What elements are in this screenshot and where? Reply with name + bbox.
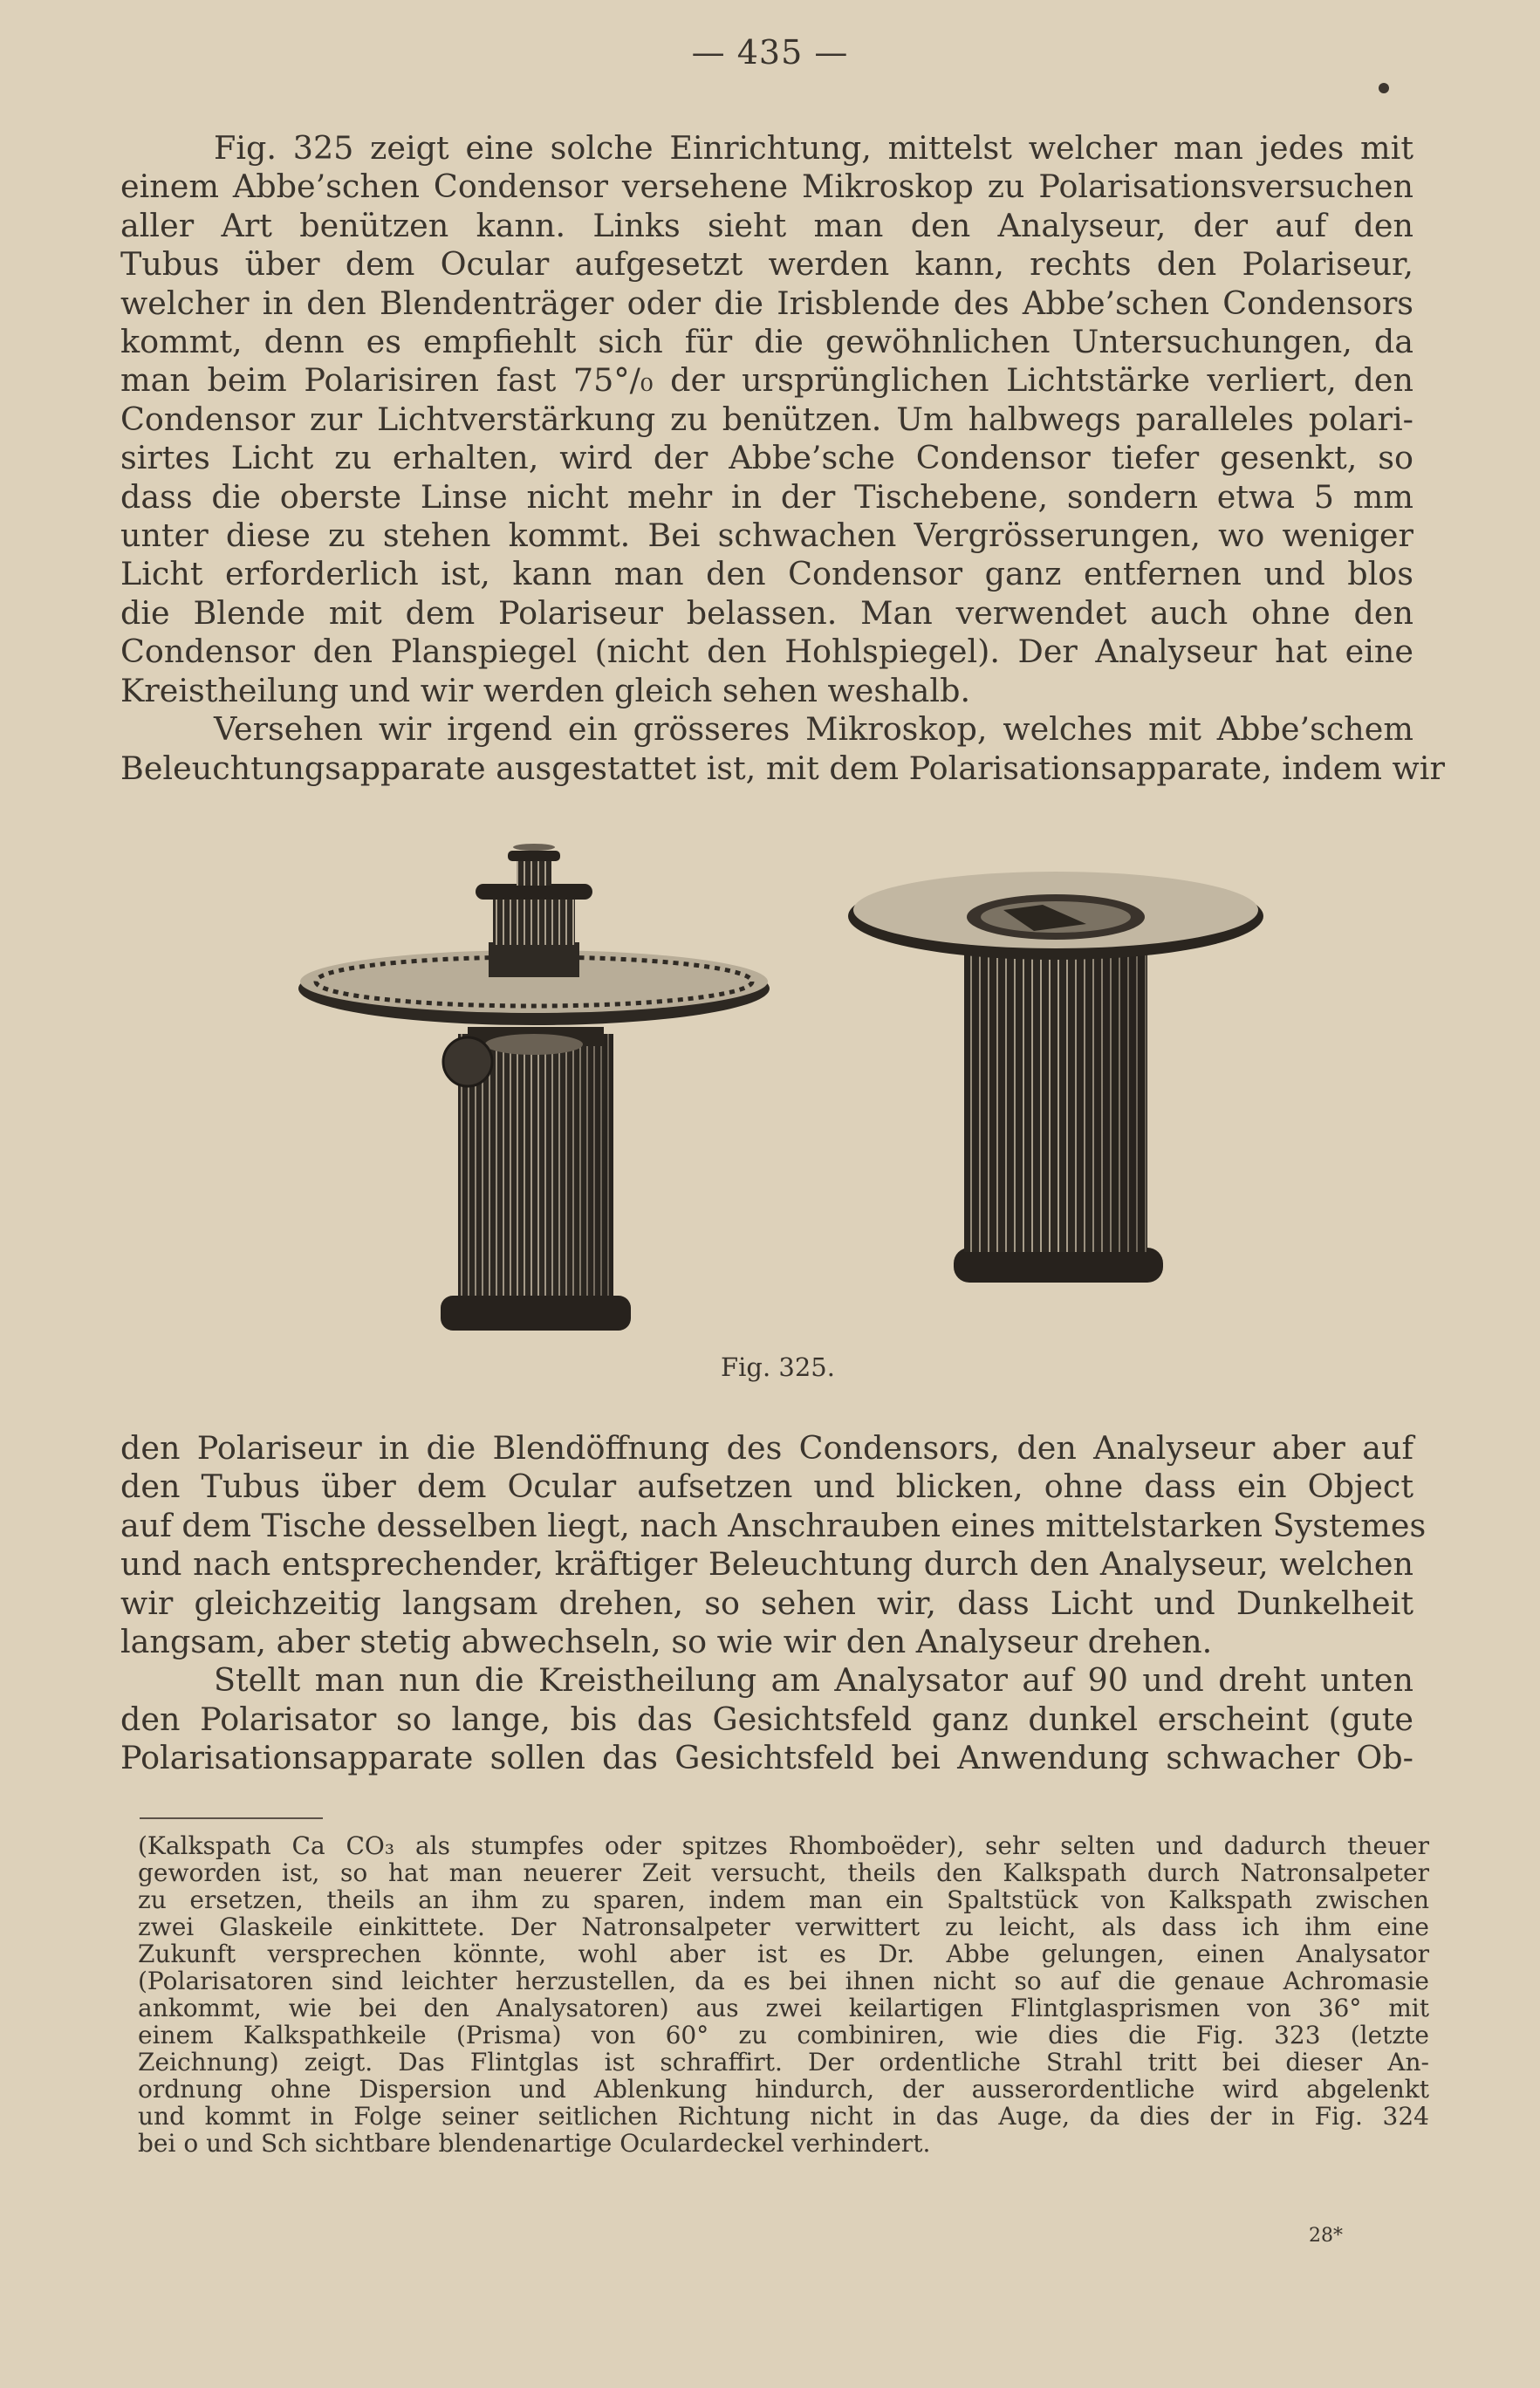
footnote-line: bei o und Sch sichtbare blendenartige Oculardeckel verhindert.	[138, 2129, 931, 2158]
footnote-line: zu ersetzen, theils an ihm zu sparen, indem man ein Spaltstück von Kalkspath zwischen	[138, 1885, 1429, 1914]
body-text-bottom	[120, 1429, 1427, 1778]
text-line: langsam, aber stetig abwechseln, so wie wir den Analyseur drehen.	[120, 1623, 1213, 1661]
footnote-line: einem Kalkspathkeile (Prisma) von 60° zu combiniren, wie dies die Fig. 323 (letzte	[138, 2021, 1429, 2049]
text-line: welcher in den Blendenträger oder die Irisblende des Abbe’schen Condensors	[120, 284, 1413, 322]
text-line: Beleuchtungsapparate ausgestattet ist, mit dem Polarisationsapparate, indem wir	[120, 749, 1445, 787]
text-line: unter diese zu stehen kommt. Bei schwachen Vergrösserungen, wo weniger	[120, 517, 1413, 555]
paragraph-2	[120, 710, 1445, 788]
text-line: auf dem Tische desselben liegt, nach Anschrauben eines mittelstarken Systemes	[120, 1506, 1427, 1544]
text-line: den Polariseur in die Blendöffnung des Condensors, den Analyseur aber auf	[120, 1429, 1413, 1467]
text-line: Tubus über dem Ocular aufgesetzt werden kann, rechts den Polariseur,	[120, 245, 1413, 284]
signature-mark: 28*	[1309, 2225, 1343, 2247]
footnote-line: Zeichnung) zeigt. Das Flintglas ist schraffirt. Der ordentliche Strahl tritt bei dieser An-	[138, 2048, 1429, 2077]
text-line: den Tubus über dem Ocular aufsetzen und blicken, ohne dass ein Object	[120, 1468, 1413, 1506]
text-line: wir gleichzeitig langsam drehen, so sehen wir, dass Licht und Dunkelheit	[120, 1584, 1413, 1622]
paragraph-4	[120, 1661, 1413, 1777]
footnote-line: ankommt, wie bei den Analysatoren) aus zwei keilartigen Flintglasprismen von 36° mit	[138, 1994, 1429, 2022]
analyseur-drawing	[298, 844, 770, 1331]
text-line: Condensor den Planspiegel (nicht den Hohlspiegel). Der Analyseur hat eine	[120, 633, 1413, 671]
text-line: Polarisationsapparate sollen das Gesichtsfeld bei Anwendung schwacher Ob-	[120, 1739, 1413, 1777]
text-line: Condensor zur Lichtverstärkung zu benützen. Um halbwegs paralleles polari-	[120, 400, 1413, 438]
figure-325	[0, 842, 1540, 1365]
footnote-line: (Polarisatoren sind leichter herzustellen, da es bei ihnen nicht so auf die genaue Achromasie	[138, 1967, 1429, 1995]
footnote-divider	[140, 1817, 323, 1819]
text-line: aller Art benützen kann. Links sieht man den Analyseur, der auf den	[120, 206, 1413, 244]
text-line: man beim Polarisiren fast 75°/₀ der ursprünglichen Lichtstärke verliert, den	[120, 361, 1413, 400]
paragraph-1	[120, 129, 1413, 710]
text-line: die Blende mit dem Polariseur belassen. Man verwendet auch ohne den	[120, 593, 1413, 632]
polariseur-drawing	[848, 872, 1263, 1283]
text-line: sirtes Licht zu erhalten, wird der Abbe’sche Condensor tiefer gesenkt, so	[120, 439, 1413, 477]
body-text-top	[120, 129, 1445, 788]
text-line: einem Abbe’schen Condensor versehene Mikroskop zu Polarisationsversuchen	[120, 168, 1413, 206]
text-line: und nach entsprechender, kräftiger Beleuchtung durch den Analyseur, welchen	[120, 1545, 1413, 1584]
text-line: den Polarisator so lange, bis das Gesichtsfeld ganz dunkel erscheint (gute	[120, 1700, 1413, 1738]
footnote-line: ordnung ohne Dispersion und Ablenkung hindurch, der ausserordentliche wird abgelenkt	[138, 2075, 1429, 2104]
footnote-line: geworden ist, so hat man neuerer Zeit versucht, theils den Kalkspath durch Natronsalpeter	[138, 1858, 1429, 1887]
footnote-line: Zukunft versprechen könnte, wohl aber ist es Dr. Abbe gelungen, einen Analysator	[138, 1940, 1429, 1968]
text-line: Stellt man nun die Kreistheilung am Analysator auf 90 und dreht unten	[214, 1661, 1413, 1700]
text-line: Fig. 325 zeigt eine solche Einrichtung, mittelst welcher man jedes mit	[214, 129, 1413, 167]
figure-caption: Fig. 325.	[721, 1352, 835, 1382]
paragraph-3	[120, 1429, 1427, 1661]
page-number: — 435 —	[691, 33, 849, 72]
footnote-block	[138, 1832, 1429, 2157]
polarisation-apparatus-illustration	[0, 842, 1540, 1365]
footnote-line: zwei Glaskeile einkittete. Der Natronsalpeter verwittert zu leicht, als dass ich ihm eine	[138, 1912, 1429, 1941]
ink-dot	[1379, 83, 1389, 93]
footnote-line: und kommt in Folge seiner seitlichen Richtung nicht in das Auge, da dies der in Fig. 324	[138, 2102, 1429, 2131]
text-line: Kreistheilung und wir werden gleich sehen weshalb.	[120, 671, 971, 709]
text-line: Licht erforderlich ist, kann man den Condensor ganz entfernen und blos	[120, 555, 1413, 593]
footnote-line: (Kalkspath Ca CO₃ als stumpfes oder spitzes Rhomboëder), sehr selten und dadurch theuer	[138, 1831, 1429, 1860]
text-line: dass die oberste Linse nicht mehr in der Tischebene, sondern etwa 5 mm	[120, 477, 1413, 516]
text-line: kommt, denn es empfiehlt sich für die gewöhnlichen Untersuchungen, da	[120, 323, 1413, 361]
text-line: Versehen wir irgend ein grösseres Mikroskop, welches mit Abbe’schem	[214, 710, 1413, 749]
